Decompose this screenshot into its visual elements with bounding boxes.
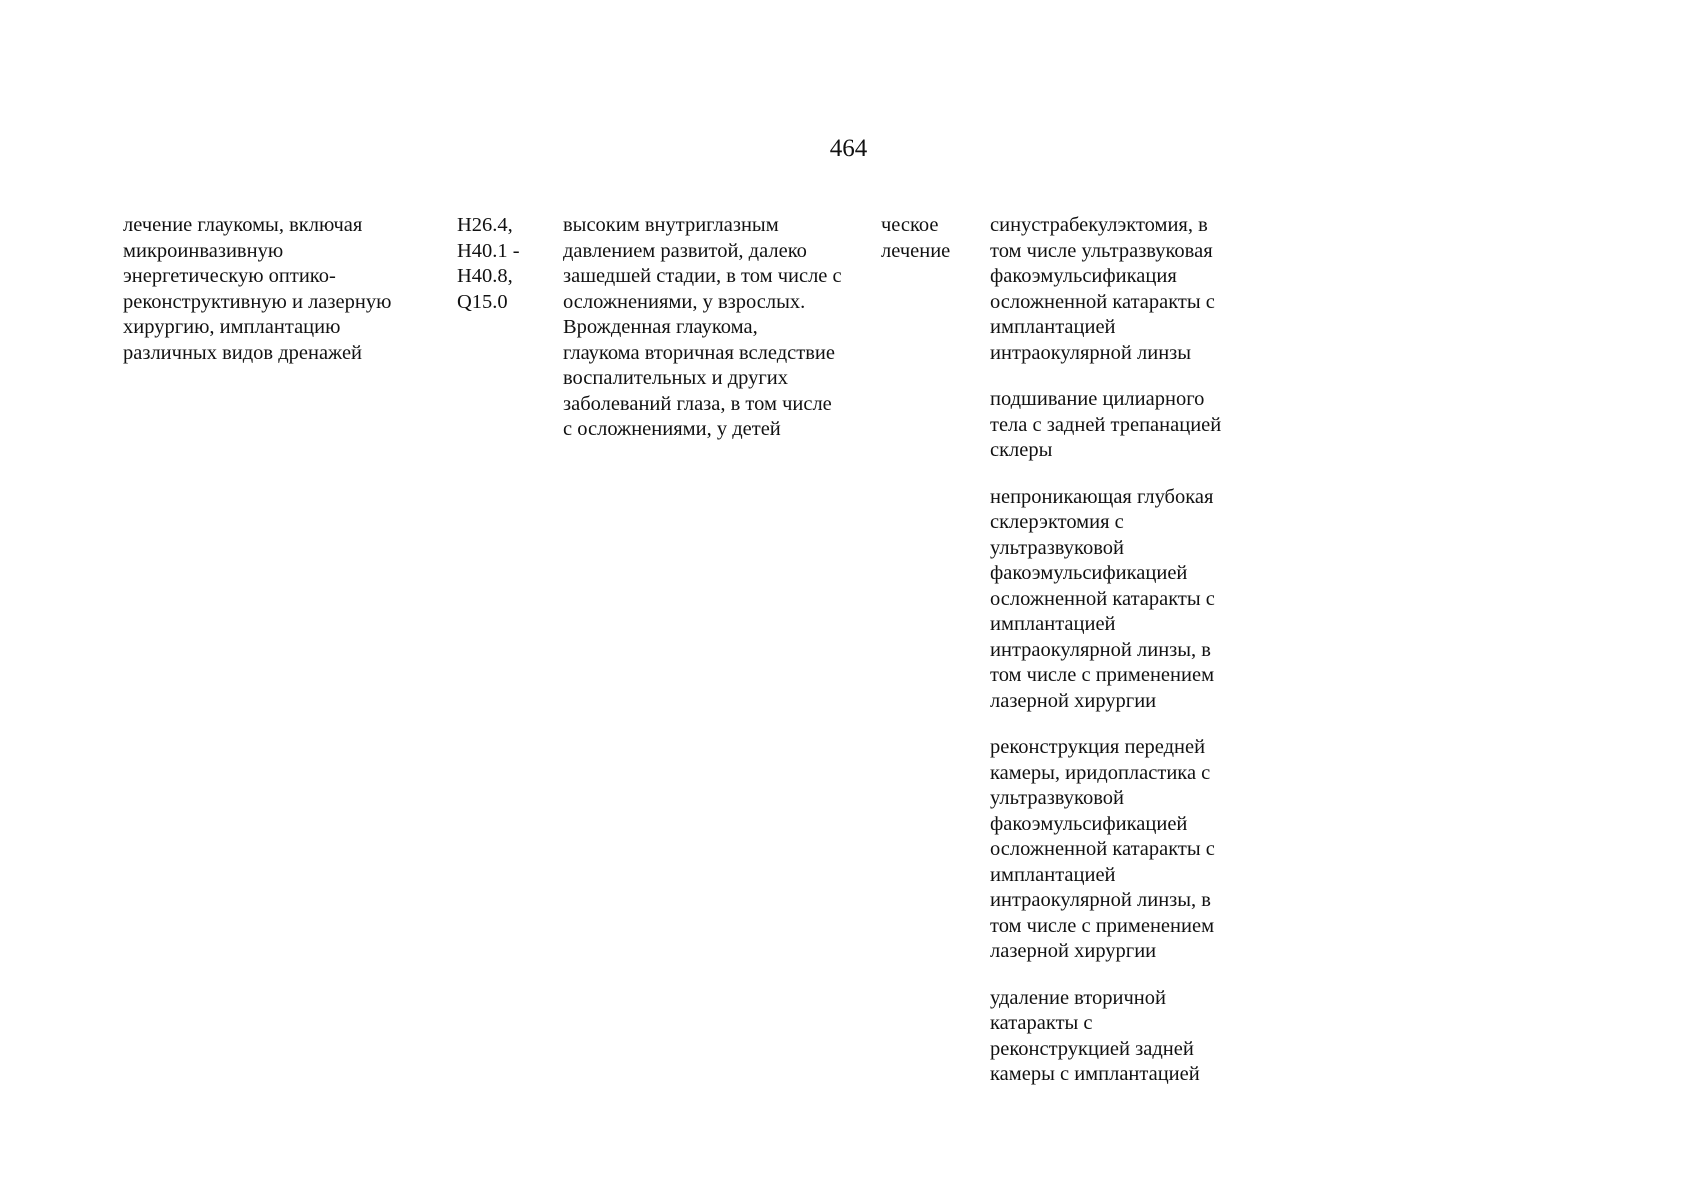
page-number: 464 bbox=[829, 135, 868, 162]
diagnosis-codes-text: H26.4, H40.1 - H40.8, Q15.0 bbox=[457, 214, 520, 313]
treatment-method-item: синустрабекулэктомия, в том числе ультразвуковая факоэмульсификация осложненной катаракты с имплантацией интраокулярной линзы bbox=[990, 214, 1215, 364]
disease-description-text: высоким внутриглазным давлением развитой, далеко зашедшей стадии, в том числе с осложнениями, у взрослых. Врожденная глаукома, глаукома вторичная вследствие воспалительных и других заболеваний глаза, в том числе с осложнениями, у детей bbox=[563, 214, 842, 440]
treatment-method-item: реконструкция передней камеры, иридопластика с ультразвуковой факоэмульсификацией осложненной катаракты с имплантацией интраокулярной линзы, в том числе с применением лазерной хирургии bbox=[990, 736, 1215, 962]
treatment-methods-cell bbox=[990, 213, 1260, 1109]
disease-description-cell bbox=[563, 213, 883, 443]
treatment-method-item: удаление вторичной катаракты с реконструкцией задней камеры с имплантацией bbox=[990, 986, 1200, 1085]
diagnosis-codes-cell bbox=[457, 213, 547, 315]
treatment-type-text: ческое лечение bbox=[881, 214, 951, 262]
treatment-description-text: лечение глаукомы, включая микроинвазивную энергетическую оптико- реконструктивную и лазерную хирургию, имплантацию различных видов дренажей bbox=[123, 214, 392, 364]
treatment-description-cell bbox=[123, 213, 438, 366]
treatment-type-cell bbox=[881, 213, 981, 264]
treatment-method-item: подшивание цилиарного тела с задней трепанацией склеры bbox=[990, 388, 1222, 461]
treatment-method-item: непроникающая глубокая склерэктомия с ультразвуковой факоэмульсификацией осложненной катаракты с имплантацией интраокулярной линзы, в том числе с применением лазерной хирургии bbox=[990, 485, 1215, 712]
